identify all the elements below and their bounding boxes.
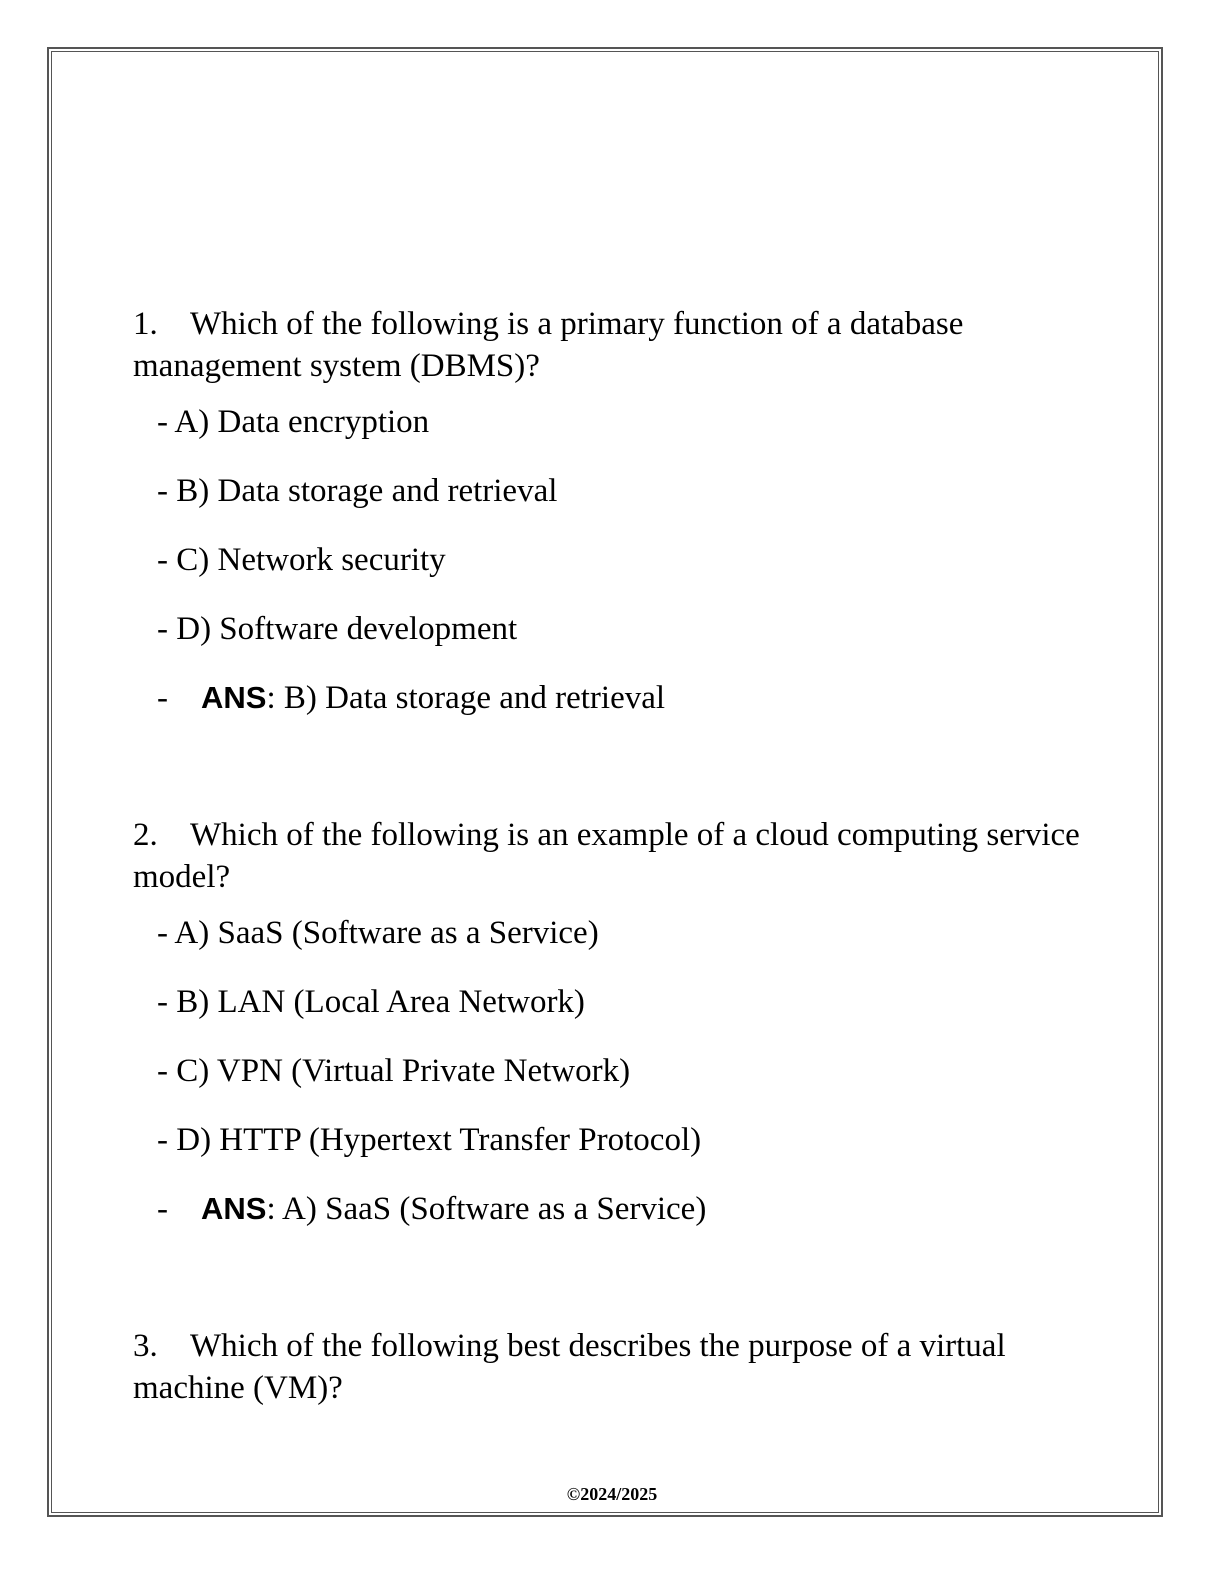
option-c: - C) VPN (Virtual Private Network) (157, 1053, 631, 1089)
document-content (133, 303, 1093, 1409)
option-b: - B) LAN (Local Area Network) (157, 984, 585, 1020)
answer-line (133, 1188, 1093, 1230)
answer-text: : A) SaaS (Software as a Service) (266, 1191, 707, 1227)
answer-dash: - (157, 1191, 168, 1227)
copyright-footer: ©2024/2025 (566, 1484, 658, 1504)
question-3 (133, 1325, 1093, 1409)
question-text: 2. Which of the following is an example of a cloud computing service model? (133, 814, 1093, 898)
answer-text: : B) Data storage and retrieval (266, 680, 666, 716)
question-number: 1. (133, 306, 158, 342)
option-b: - B) Data storage and retrieval (157, 473, 558, 509)
answer-label: ANS (201, 1191, 267, 1226)
option-list (133, 401, 1093, 719)
option-a: - A) SaaS (Software as a Service) (157, 915, 599, 951)
option-list (133, 912, 1093, 1230)
option-c: - C) Network security (157, 542, 446, 578)
question-number: 3. (133, 1328, 158, 1364)
option-d: - D) Software development (157, 611, 518, 647)
answer-dash: - (157, 680, 168, 716)
question-2 (133, 814, 1093, 1230)
option-a: - A) Data encryption (157, 404, 430, 440)
answer-label: ANS (201, 680, 267, 715)
answer-line (133, 677, 1093, 719)
option-d: - D) HTTP (Hypertext Transfer Protocol) (157, 1122, 702, 1158)
question-text: 1. Which of the following is a primary function of a database management system (DBMS)? (133, 303, 1093, 387)
question-1 (133, 303, 1093, 719)
question-text: 3. Which of the following best describes the purpose of a virtual machine (VM)? (133, 1325, 1093, 1409)
question-number: 2. (133, 817, 158, 853)
